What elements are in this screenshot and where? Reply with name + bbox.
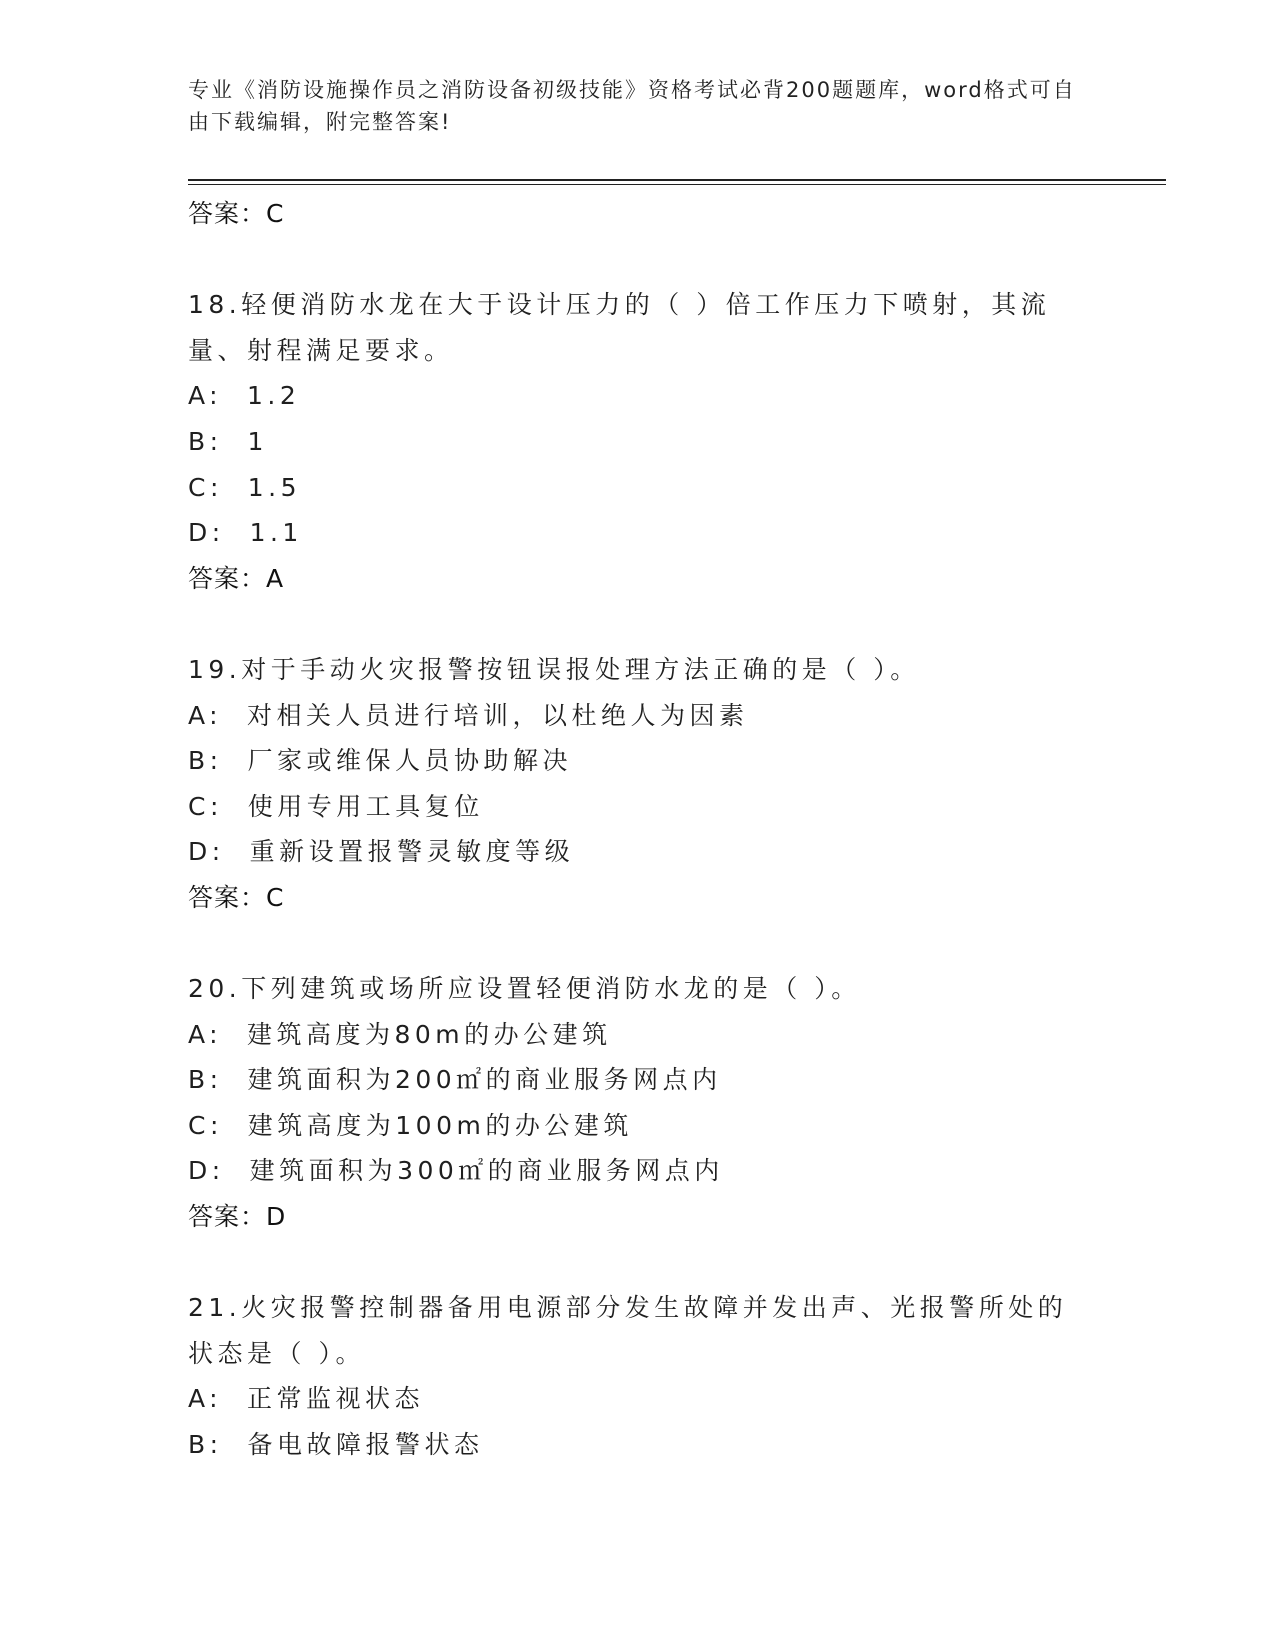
option-d: D: 建筑面积为300㎡的商业服务网点内 (188, 1156, 724, 1186)
option-a: A: 正常监视状态 (188, 1384, 424, 1414)
option-a: A: 对相关人员进行培训，以杜绝人为因素 (188, 700, 749, 730)
question-19 (188, 647, 1088, 921)
answer: 答案：D (188, 1202, 287, 1232)
option-c: C: 使用专用工具复位 (188, 791, 484, 821)
question-20 (188, 966, 1088, 1240)
spacer (188, 601, 1088, 647)
question-stem: 21.火灾报警控制器备用电源部分发生故障并发出声、光报警所处的状态是（ ）。 (188, 1293, 1068, 1368)
answer: 答案：C (188, 882, 285, 912)
document-header: 专业《消防设施操作员之消防设备初级技能》资格考试必背200题题库，word格式可自由下载编辑，附完整答案! (188, 78, 1076, 134)
option-d: D: 重新设置报警灵敏度等级 (188, 837, 575, 867)
option-b: B: 厂家或维保人员协助解决 (188, 746, 572, 776)
question-stem: 19.对于手动火灾报警按钮误报处理方法正确的是（ ）。 (188, 654, 920, 684)
option-a: A: 建筑高度为80m的办公建筑 (188, 1019, 612, 1049)
question-stem: 20.下列建筑或场所应设置轻便消防水龙的是（ ）。 (188, 974, 861, 1004)
option-b: B: 备电故障报警状态 (188, 1430, 484, 1460)
option-b: B: 1 (188, 426, 268, 456)
header-rule-thin (188, 184, 1166, 185)
option-d: D: 1.1 (188, 518, 303, 548)
option-a: A: 1.2 (188, 381, 301, 411)
option-c: C: 1.5 (188, 472, 302, 502)
previous-answer: 答案：C (188, 199, 285, 228)
header-rule-thick (188, 179, 1166, 181)
option-b: B: 建筑面积为200㎡的商业服务网点内 (188, 1065, 722, 1095)
spacer (188, 1240, 1088, 1286)
option-c: C: 建筑高度为100m的办公建筑 (188, 1110, 633, 1140)
answer: 答案：A (188, 563, 285, 593)
question-18 (188, 282, 1088, 601)
spacer (188, 237, 1088, 283)
question-list (188, 191, 1088, 1468)
question-21 (188, 1285, 1088, 1467)
spacer (188, 921, 1088, 967)
question-stem: 18.轻便消防水龙在大于设计压力的（ ）倍工作压力下喷射，其流量、射程满足要求。 (188, 290, 1051, 365)
